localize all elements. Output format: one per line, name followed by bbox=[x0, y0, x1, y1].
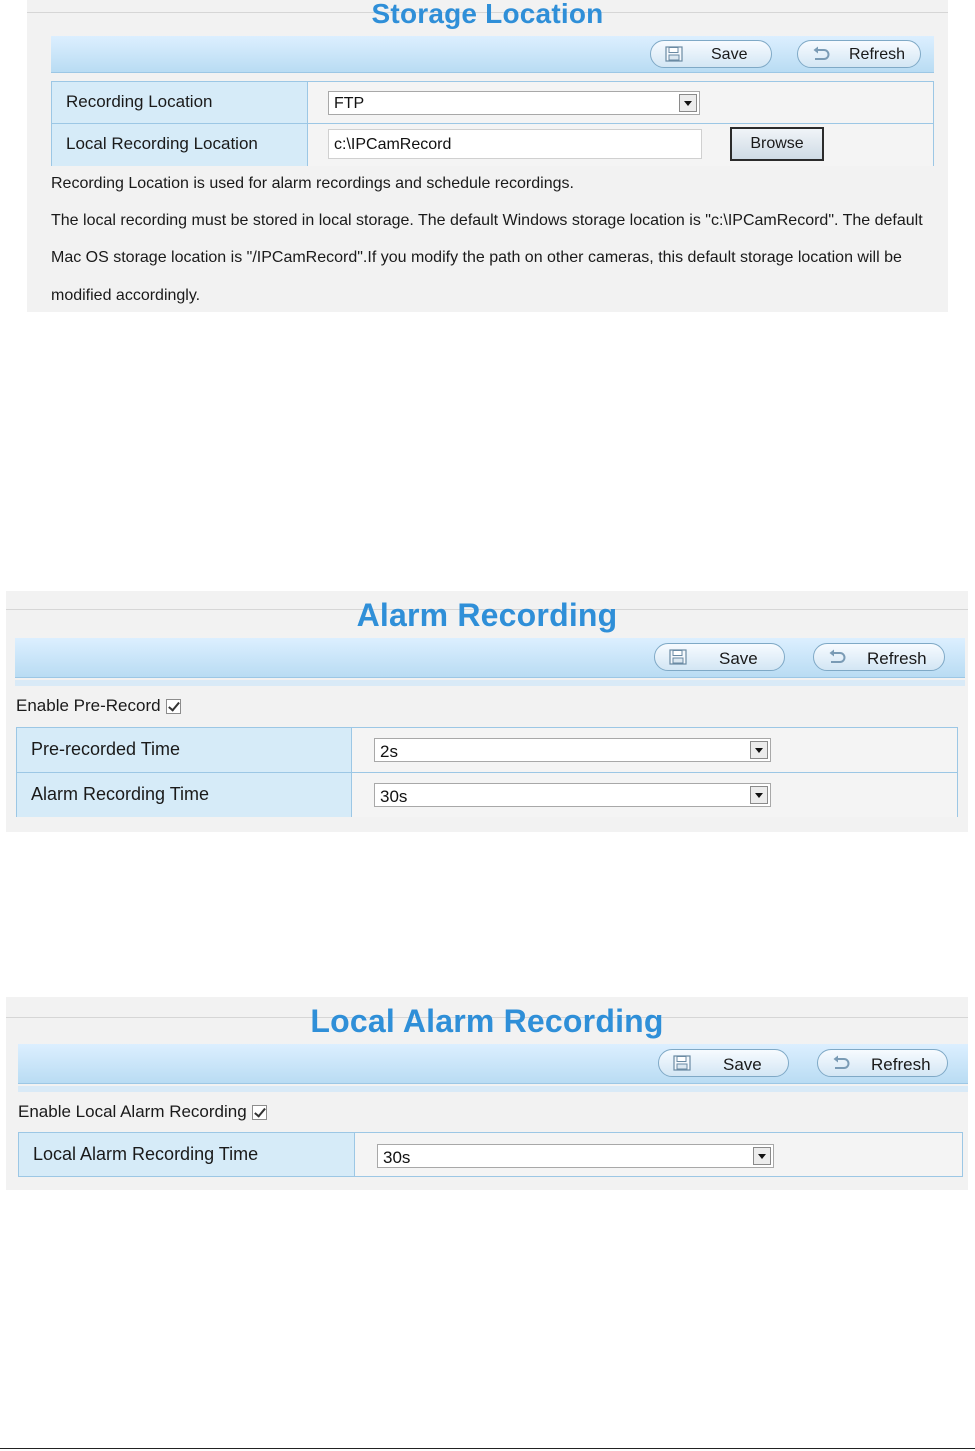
toolbar bbox=[15, 638, 965, 678]
enable-prerecord-label: Enable Pre-Record bbox=[16, 696, 161, 715]
row-label bbox=[17, 773, 352, 817]
refresh-label: Refresh bbox=[849, 46, 906, 63]
alarm-time-row bbox=[17, 773, 957, 817]
local-location-label: Local Recording Location bbox=[66, 134, 258, 153]
description-line: Recording Location is used for alarm recordings and schedule recordings. bbox=[51, 175, 574, 192]
save-label: Save bbox=[723, 1055, 762, 1074]
select-value: FTP bbox=[334, 95, 365, 112]
local-alarm-form bbox=[18, 1132, 963, 1177]
refresh-button[interactable] bbox=[797, 40, 921, 68]
input-value: c:\IPCamRecord bbox=[334, 136, 452, 153]
undo-arrow-icon bbox=[812, 46, 830, 62]
recording-location-row bbox=[52, 82, 933, 124]
floppy-disk-icon bbox=[665, 46, 683, 62]
save-button[interactable] bbox=[650, 40, 772, 68]
alarm-time-label: Alarm Recording Time bbox=[31, 784, 210, 804]
page-title: Alarm Recording bbox=[356, 597, 618, 633]
local-alarm-time-label: Local Alarm Recording Time bbox=[33, 1144, 259, 1164]
row-value bbox=[308, 82, 933, 123]
row-label bbox=[19, 1133, 355, 1176]
page-title: Local Alarm Recording bbox=[310, 1003, 664, 1039]
local-alarm-time-select[interactable] bbox=[377, 1144, 774, 1168]
prerecorded-time-label: Pre-recorded Time bbox=[31, 739, 181, 759]
undo-arrow-icon bbox=[832, 1055, 850, 1071]
recording-location-label: Recording Location bbox=[66, 92, 213, 111]
chevron-down-icon[interactable] bbox=[753, 1147, 771, 1165]
select-value: 2s bbox=[380, 742, 398, 761]
alarm-form bbox=[16, 727, 958, 817]
enable-local-alarm-line bbox=[18, 1102, 267, 1122]
save-label: Save bbox=[719, 649, 758, 668]
storage-location-panel bbox=[27, 0, 948, 312]
select-value: 30s bbox=[380, 787, 408, 806]
enable-prerecord-line bbox=[16, 696, 181, 716]
save-button[interactable] bbox=[658, 1049, 789, 1077]
row-label bbox=[52, 124, 308, 166]
local-location-input[interactable] bbox=[328, 129, 702, 159]
page-title: Storage Location bbox=[371, 0, 604, 29]
refresh-button[interactable] bbox=[817, 1049, 948, 1077]
local-location-row bbox=[52, 124, 933, 166]
row-label bbox=[52, 82, 308, 123]
recording-location-select[interactable] bbox=[328, 91, 700, 115]
local-alarm-recording-panel bbox=[6, 997, 968, 1190]
local-alarm-time-row bbox=[19, 1133, 962, 1176]
refresh-label: Refresh bbox=[871, 1055, 931, 1074]
row-label bbox=[17, 728, 352, 772]
description-line: modified accordingly. bbox=[51, 287, 201, 304]
row-value bbox=[308, 124, 933, 166]
row-value bbox=[355, 1133, 962, 1176]
refresh-button[interactable] bbox=[813, 643, 945, 671]
toolbar bbox=[51, 36, 934, 73]
enable-local-alarm-checkbox[interactable] bbox=[252, 1105, 267, 1120]
floppy-disk-icon bbox=[669, 649, 687, 665]
refresh-label: Refresh bbox=[867, 649, 927, 668]
chevron-down-icon[interactable] bbox=[679, 94, 697, 112]
toolbar bbox=[18, 1044, 968, 1084]
floppy-disk-icon bbox=[673, 1055, 691, 1071]
prerecorded-time-row bbox=[17, 728, 957, 773]
alarm-time-select[interactable] bbox=[374, 783, 771, 807]
chevron-down-icon[interactable] bbox=[750, 786, 768, 804]
prerecorded-time-select[interactable] bbox=[374, 738, 771, 762]
chevron-down-icon[interactable] bbox=[750, 741, 768, 759]
toolbar-underline bbox=[15, 680, 965, 686]
row-value bbox=[352, 728, 957, 772]
browse-button[interactable]: Browse bbox=[730, 127, 824, 161]
undo-arrow-icon bbox=[828, 649, 846, 665]
page-footer-rule bbox=[0, 1448, 975, 1449]
save-button[interactable] bbox=[654, 643, 785, 671]
enable-prerecord-checkbox[interactable] bbox=[166, 699, 181, 714]
row-value bbox=[352, 773, 957, 817]
toolbar-underline bbox=[18, 1086, 968, 1092]
select-value: 30s bbox=[383, 1148, 411, 1167]
description-line: The local recording must be stored in local storage. The default Windows storage location is "c:\IPCamRecord". The default bbox=[51, 212, 923, 229]
alarm-recording-panel bbox=[6, 591, 968, 832]
save-label: Save bbox=[711, 46, 748, 63]
storage-form bbox=[51, 81, 934, 166]
enable-local-alarm-label: Enable Local Alarm Recording bbox=[18, 1102, 247, 1121]
description-line: Mac OS storage location is "/IPCamRecord".If you modify the path on other cameras, this default storage location will be bbox=[51, 249, 902, 266]
